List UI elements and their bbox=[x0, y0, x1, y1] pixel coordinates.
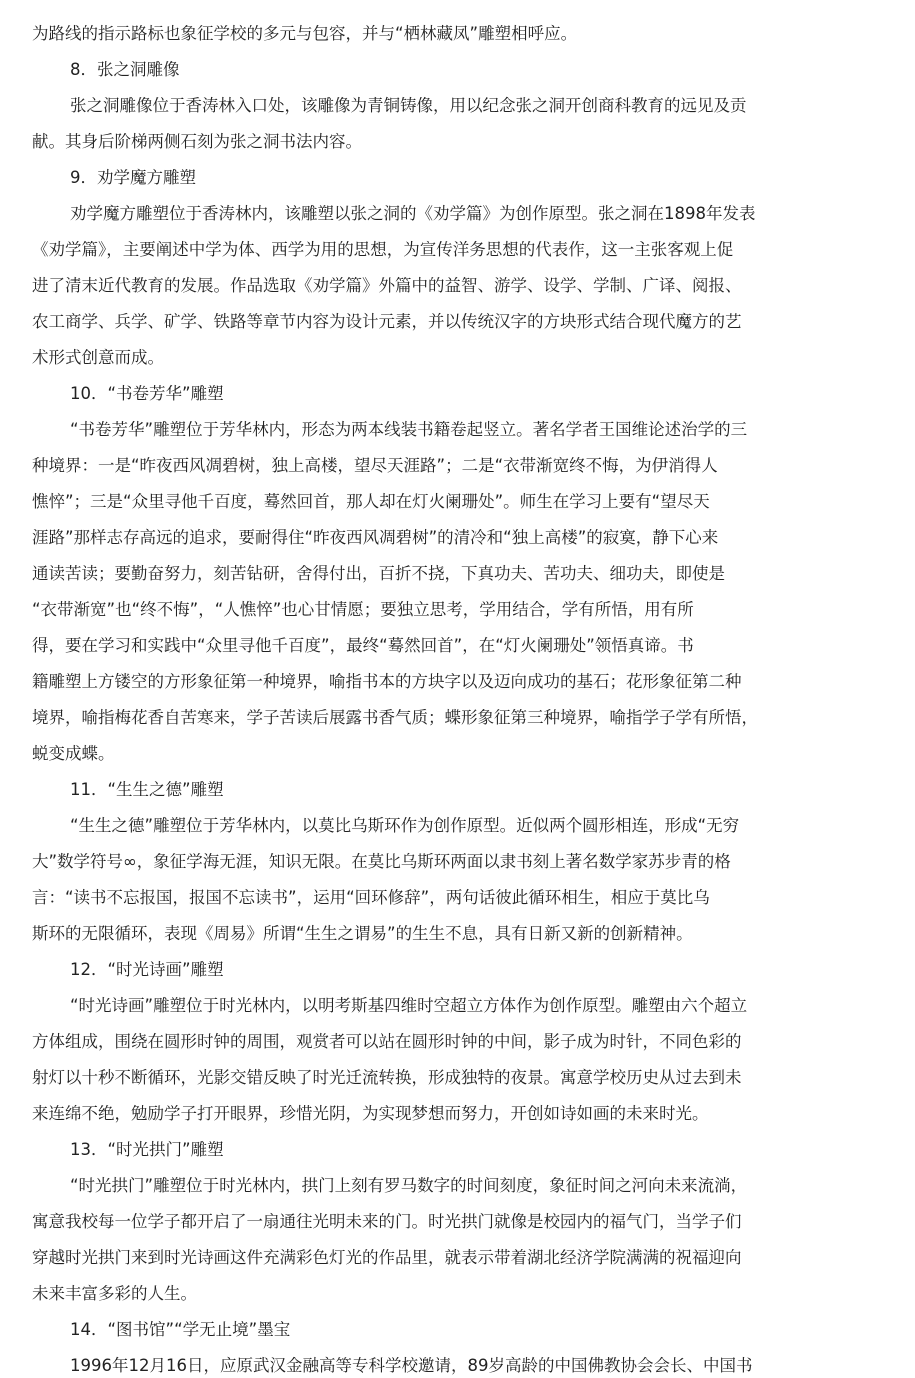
text-line: 种境界：一是“昨夜西风凋碧树，独上高楼，望尽天涯路”；二是“衣带渐宽终不悔，为伊消得人 bbox=[32, 456, 718, 475]
text-line: 大”数学符号∞，象征学海无涯，知识无限。在莫比乌斯环两面以隶书刻上著名数学家苏步青的格 bbox=[32, 852, 731, 871]
section-heading: 9．劝学魔方雕塑 bbox=[70, 168, 196, 187]
text-line: 方体组成，围绕在圆形时钟的周围，观赏者可以站在圆形时钟的中间，影子成为时针，不同色彩的 bbox=[32, 1032, 742, 1051]
text-line: 献。其身后阶梯两侧石刻为张之洞书法内容。 bbox=[32, 132, 362, 151]
section-heading: 14．“图书馆”“学无止境”墨宝 bbox=[70, 1320, 291, 1339]
section-heading: 13．“时光拱门”雕塑 bbox=[70, 1140, 224, 1159]
paragraph-first-line: 劝学魔方雕塑位于香涛林内，该雕塑以张之洞的《劝学篇》为创作原型。张之洞在1898年发表 bbox=[70, 204, 756, 223]
text-line: 寓意我校每一位学子都开启了一扇通往光明未来的门。时光拱门就像是校园内的福气门，当学子们 bbox=[32, 1212, 742, 1231]
paragraph-first-line: “生生之德”雕塑位于芳华林内，以莫比乌斯环作为创作原型。近似两个圆形相连，形成“无穷 bbox=[70, 816, 740, 835]
text-line: 射灯以十秒不断循环，光影交错反映了时光迁流转换，形成独特的夜景。寓意学校历史从过去到未 bbox=[32, 1068, 742, 1087]
paragraph-first-line: 1996年12月16日，应原武汉金融高等专科学校邀请，89岁高龄的中国佛教协会会长、中国书 bbox=[70, 1356, 753, 1375]
text-line: 籍雕塑上方镂空的方形象征第一种境界，喻指书本的方块字以及迈向成功的基石；花形象征第二种 bbox=[32, 672, 742, 691]
section-heading: 12．“时光诗画”雕塑 bbox=[70, 960, 224, 979]
text-line: 斯环的无限循环，表现《周易》所谓“生生之谓易”的生生不息，具有日新又新的创新精神。 bbox=[32, 924, 693, 943]
text-line: 来连绵不绝，勉励学子打开眼界，珍惜光阴，为实现梦想而努力，开创如诗如画的未来时光。 bbox=[32, 1104, 709, 1123]
text-line: 言：“读书不忘报国，报国不忘读书”，运用“回环修辞”，两句话彼此循环相生，相应于莫比乌 bbox=[32, 888, 710, 907]
text-line: 为路线的指示路标也象征学校的多元与包容，并与“栖林藏凤”雕塑相呼应。 bbox=[32, 24, 578, 43]
text-line: 术形式创意而成。 bbox=[32, 348, 164, 367]
text-line: 涯路”那样志存高远的追求，要耐得住“昨夜西风凋碧树”的清冷和“独上高楼”的寂寞，静下心来 bbox=[32, 528, 719, 547]
text-line: 进了清末近代教育的发展。作品选取《劝学篇》外篇中的益智、游学、设学、学制、广译、阅报、 bbox=[32, 276, 742, 295]
text-line: 憔悴”；三是“众里寻他千百度，蓦然回首，那人却在灯火阑珊处”。师生在学习上要有“望尽天 bbox=[32, 492, 710, 511]
section-heading: 10．“书卷芳华”雕塑 bbox=[70, 384, 224, 403]
text-line: 《劝学篇》，主要阐述中学为体、西学为用的思想，为宣传洋务思想的代表作，这一主张客观上促 bbox=[32, 240, 734, 259]
paragraph-first-line: “书卷芳华”雕塑位于芳华林内，形态为两本线装书籍卷起竖立。著名学者王国维论述治学的三 bbox=[70, 420, 748, 439]
text-line: 未来丰富多彩的人生。 bbox=[32, 1284, 197, 1303]
text-line: “衣带渐宽”也“终不悔”，“人憔悴”也心甘情愿；要独立思考，学用结合，学有所悟，用有所 bbox=[32, 600, 694, 619]
text-line: 通读苦读；要勤奋努力，刻苦钻研，舍得付出，百折不挠，下真功夫、苦功夫、细功夫，即使是 bbox=[32, 564, 725, 583]
text-line: 蜕变成蝶。 bbox=[32, 744, 115, 763]
paragraph-first-line: 张之洞雕像位于香涛林入口处，该雕像为青铜铸像，用以纪念张之洞开创商科教育的远见及贡 bbox=[70, 96, 747, 115]
section-heading: 11．“生生之德”雕塑 bbox=[70, 780, 224, 799]
text-line: 穿越时光拱门来到时光诗画这件充满彩色灯光的作品里，就表示带着湖北经济学院满满的祝福迎向 bbox=[32, 1248, 742, 1267]
text-line: 得，要在学习和实践中“众里寻他千百度”，最终“蓦然回首”，在“灯火阑珊处”领悟真谛。书 bbox=[32, 636, 694, 655]
section-heading: 8．张之洞雕像 bbox=[70, 60, 180, 79]
text-line: 农工商学、兵学、矿学、铁路等章节内容为设计元素，并以传统汉字的方块形式结合现代魔方的艺 bbox=[32, 312, 742, 331]
text-line: 境界，喻指梅花香自苦寒来，学子苦读后展露书香气质；蝶形象征第三种境界，喻指学子学有所悟， bbox=[32, 708, 758, 727]
paragraph-first-line: “时光拱门”雕塑位于时光林内，拱门上刻有罗马数字的时间刻度，象征时间之河向未来流淌， bbox=[70, 1176, 748, 1195]
paragraph-first-line: “时光诗画”雕塑位于时光林内，以明考斯基四维时空超立方体作为创作原型。雕塑由六个超立 bbox=[70, 996, 748, 1015]
